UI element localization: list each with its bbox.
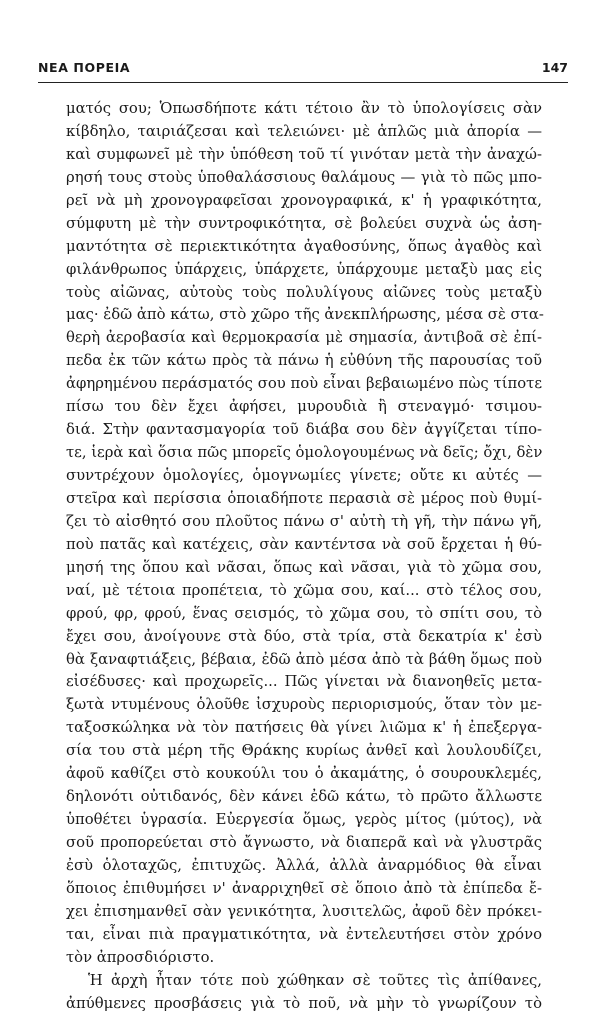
text-line: ναί, μὲ τέτοια προπέτεια, τὸ χῶμα σου, καί... στὸ τέλος σου,: [66, 581, 542, 599]
text-line: κίβδηλο, ταιριάζεσαι καὶ τελειώνει· μὲ ἁπλῶς μιὰ ἀπορία —: [66, 122, 542, 140]
text-line: ὅποιος ἐπιθυμήσει ν' ἀναρριχηθεῖ σὲ ὅποιο ἀπὸ τὰ ἐπίπεδα ἔ-: [66, 879, 542, 897]
text-line: ται, εἶναι πιὰ πραγματικότητα, νὰ ἐντελευτήσει στὸν χρόνο: [66, 925, 542, 943]
text-line: σύμφυτη μὲ τὴν συντροφικότητα, σὲ βολεύει συχνὰ ὡς ἀση-: [66, 214, 542, 232]
text-line: ξωτὰ ντυμένους ὁλοῦθε ἰσχυροὺς περιορισμούς, ὅταν τὸν με-: [66, 696, 542, 714]
text-line: πεδα ἐκ τῶν κάτω πρὸς τὰ πάνω ἡ εὐθύνη τῆς παρουσίας τοῦ: [66, 352, 542, 370]
text-line: δηλονότι οὐτιδανός, δὲν κάνει ἐδῶ κάτω, τὸ πρῶτο ἄλλωστε: [66, 788, 542, 806]
text-line: ρεῖ νὰ μὴ χρονογραφεῖσαι χρονογραφικά, κ' ἡ γραφικότητα,: [66, 191, 542, 209]
text-line: ἀφοῦ καθίζει στὸ κουκούλι του ὁ ἀκαμάτης, ὁ σουρουκλεμές,: [66, 765, 542, 783]
text-line: ἐσὺ ὁλοταχῶς, ἐπιτυχῶς. Ἀλλά, ἀλλὰ ἀναρμόδιος θὰ εἶναι: [66, 856, 542, 874]
text-line: θερὴ ἀεροβασία καὶ θερμοκρασία μὲ σημασία, ἀντιβοᾶ σὲ ἐπί-: [66, 329, 542, 347]
text-line: ταξοσκώληκα νὰ τὸν πατήσεις θὰ γίνει λιῶμα κ' ἡ ἐπεξεργα-: [66, 719, 542, 737]
text-line: χει ἐπισημανθεῖ σὰν γενικότητα, λυσιτελῶς, ἀφοῦ δὲν πρόκει-: [66, 902, 542, 920]
text-line: μησή της ὅπου καὶ νᾶσαι, ὅπως καὶ νᾶσαι, γιὰ τὸ χῶμα σου,: [66, 558, 542, 576]
body-text: [66, 98, 542, 1016]
text-line: Ἡ ἀρχὴ ἦταν τότε ποὺ χώθηκαν σὲ τοῦτες τὶς ἀπίθανες,: [88, 971, 542, 989]
text-line: συντρέχουν ὁμολογίες, ὁμογνωμίες γίνετε; οὔτε κι αὐτές —: [66, 467, 542, 484]
text-line: τὸν ἀπροσδιόριστο.: [66, 948, 215, 966]
running-header: [38, 58, 568, 83]
journal-title: ΝΕΑ ΠΟΡΕΙΑ: [38, 60, 131, 75]
text-line: ζει τὸ αἰσθητό σου πλοῦτος πάνω σ' αὐτὴ τὴ γῆ, τὴν πάνω γῆ,: [66, 512, 542, 530]
text-line: πίσω του δὲν ἔχει ἀφήσει, μυρουδιὰ ἢ στεναγμό· τσιμου-: [66, 398, 542, 416]
text-line: ἔχει σου, ἀνοίγουνε στὰ δύο, στὰ τρία, στὰ δεκατρία κ' ἐσὺ: [66, 627, 542, 645]
text-line: ἀφηρημένου περάσματός σου ποὺ εἶναι βεβαιωμένο πὼς τίποτε: [66, 375, 542, 393]
text-line: ρησή τους στοὺς ὑποθαλάσσιους θαλάμους — γιὰ τὸ πῶς μπο-: [66, 168, 542, 186]
text-line: καὶ συμφωνεῖ μὲ τὴν ὑπόθεση τοῦ τί γινόταν μετὰ τὴν ἀναχώ-: [66, 145, 542, 163]
text-line: τε, ἱερὰ καὶ ὅσια πῶς μπορεῖς ὁμολογουμένως νὰ δεῖς; ὄχι, δὲν: [66, 444, 543, 462]
text-line: εἰσέδυσες· καὶ προχωρεῖς... Πῶς γίνεται νὰ διανοηθεῖς μετα-: [66, 673, 542, 691]
text-line: μαντότητα σὲ περιεκτικότητα ἀγαθοσύνης, ὅπως ἀγαθὸς καὶ: [66, 237, 542, 255]
text-line: σία του στὰ μέρη τῆς Θράκης κυρίως ἀνθεῖ καὶ λουλουδίζει,: [66, 742, 542, 760]
text-line: ποὺ πατᾶς καὶ κατέχεις, σὰν καντέντσα νὰ σοῦ ἔρχεται ἡ θύ-: [66, 535, 542, 553]
text-line: τοὺς αἰῶνας, αὐτοὺς τοὺς πολυλίγους αἰῶνες τοὺς μεταξὺ: [66, 283, 542, 301]
text-line: ἀπύθμενες προσβάσεις γιὰ τὸ ποῦ, νὰ μὴν τὸ γνωρίζουν τὸ: [66, 994, 542, 1012]
text-line: στεῖρα καὶ περίσσια ὁποιαδήποτε περασιὰ σὲ μέρος ποὺ θυμί-: [66, 489, 542, 507]
text-line: μας· ἐδῶ ἀπὸ κάτω, στὸ χῶρο τῆς ἀνεκπλήρωσης, μέσα σὲ στα-: [66, 306, 544, 324]
text-line: φρού, φρ, φρού, ἕνας σεισμός, τὸ χῶμα σου, τὸ σπίτι σου, τὸ: [66, 604, 542, 622]
text-line: ὑποθέτει ὑγρασία. Εὐεργεσία ὅμως, γερὸς μίτος (μύτος), νὰ: [66, 811, 542, 829]
text-line: φιλάνθρωπος ὑπάρχεις, ὑπάρχετε, ὑπάρχουμε μεταξὺ μας εἰς: [66, 260, 542, 278]
text-line: σοῦ προπορεύεται στὸ ἄγνωστο, νὰ διαπερᾶ καὶ νὰ γλυστρᾶς: [66, 834, 542, 851]
text-line: ματός σου; Ὁπωσδήποτε κάτι τέτοιο ἂν τὸ ὑπολογίσεις σὰν: [66, 100, 542, 117]
text-line: διά. Στὴν φαντασμαγορία τοῦ διάβα σου δὲν ἀγγίζεται τίπο-: [66, 421, 542, 439]
page-number: 147: [541, 60, 568, 75]
text-line: θὰ ξαναφτιάξεις, βέβαια, ἐδῶ ἀπὸ μέσα ἀπὸ τὰ βάθη ὅμως ποὺ: [66, 650, 542, 668]
